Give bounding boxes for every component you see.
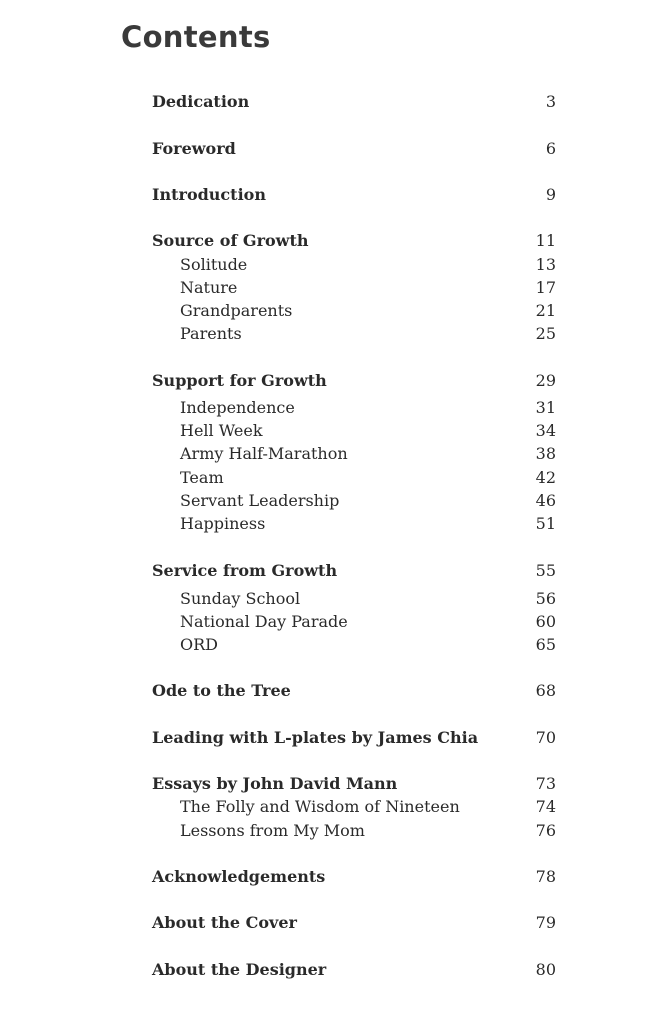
toc-entry-page: 51 [535,514,556,533]
toc-subentry-parents[interactable] [180,323,556,345]
toc-entry-page: 46 [535,491,556,510]
toc-entry-title: About the Designer [152,960,327,979]
toc-entry-page: 38 [535,444,556,463]
toc-entry-page: 60 [535,612,556,631]
toc-entry-page: 73 [535,774,556,793]
toc-entry-page: 11 [535,231,556,250]
toc-entry-acknowledgements[interactable] [152,866,556,888]
toc-entry-title: Nature [180,278,238,297]
toc-subentry-ord[interactable] [180,634,556,656]
toc-subentry-team[interactable] [180,467,556,489]
toc-entry-page: 80 [535,960,556,979]
toc-entry-page: 31 [535,398,556,417]
toc-subentry-hell-week[interactable] [180,420,556,442]
toc-subentry-independence[interactable] [180,397,556,419]
page-title: Contents [121,20,271,54]
toc-entry-ode-to-the-tree[interactable] [152,680,556,702]
toc-entry-title: Hell Week [180,421,263,440]
toc-subentry-servant-leadership[interactable] [180,490,556,512]
toc-entry-page: 70 [535,728,556,747]
toc-entry-leading-with-l-plates[interactable] [152,727,556,749]
toc-subentry-nature[interactable] [180,277,556,299]
toc-entry-title: Independence [180,398,295,417]
toc-entry-page: 55 [535,561,556,580]
toc-entry-page: 17 [535,278,556,297]
toc-entry-title: Acknowledgements [152,867,326,886]
toc-entry-title: Parents [180,324,242,343]
toc-entry-page: 13 [535,255,556,274]
toc-subentry-sunday-school[interactable] [180,588,556,610]
toc-entry-dedication[interactable] [152,91,556,113]
toc-subentry-grandparents[interactable] [180,300,556,322]
toc-entry-page: 21 [535,301,556,320]
toc-entry-title: About the Cover [152,913,297,932]
toc-entry-title: ORD [180,635,218,654]
toc-entry-page: 65 [535,635,556,654]
toc-entry-title: Service from Growth [152,561,338,580]
toc-subentry-folly-and-wisdom[interactable] [180,796,556,818]
toc-entry-page: 76 [535,821,556,840]
toc-entry-page: 9 [545,185,556,204]
toc-subentry-national-day-parade[interactable] [180,611,556,633]
toc-entry-page: 29 [535,371,556,390]
toc-entry-page: 68 [535,681,556,700]
toc-entry-title: Introduction [152,185,266,204]
toc-entry-page: 25 [535,324,556,343]
toc-entry-title: National Day Parade [180,612,348,631]
toc-entry-title: Grandparents [180,301,293,320]
toc-subentry-lessons-from-my-mom[interactable] [180,820,556,842]
toc-entry-title: Servant Leadership [180,491,340,510]
toc-entry-about-the-designer[interactable] [152,959,556,981]
toc-subentry-happiness[interactable] [180,513,556,535]
toc-entry-title: Ode to the Tree [152,681,291,700]
toc-entry-title: The Folly and Wisdom of Nineteen [180,797,460,816]
toc-entry-title: Essays by John David Mann [152,774,398,793]
toc-entry-title: Happiness [180,514,266,533]
toc-entry-page: 6 [545,139,556,158]
toc-entry-page: 78 [535,867,556,886]
toc-entry-page: 42 [535,468,556,487]
toc-entry-title: Foreword [152,139,236,158]
toc-entry-title: Support for Growth [152,371,327,390]
toc-entry-title: Sunday School [180,589,301,608]
toc-entry-page: 79 [535,913,556,932]
toc-entry-introduction[interactable] [152,184,556,206]
toc-entry-essays-by-john-david-mann[interactable] [152,773,556,795]
toc-entry-title: Leading with L-plates by James Chia [152,728,479,747]
toc-entry-title: Army Half-Marathon [180,444,348,463]
toc-entry-title: Lessons from My Mom [180,821,365,840]
toc-entry-title: Source of Growth [152,231,309,250]
toc-subentry-solitude[interactable] [180,254,556,276]
toc-entry-title: Solitude [180,255,248,274]
toc-entry-about-the-cover[interactable] [152,912,556,934]
toc-entry-page: 74 [535,797,556,816]
toc-entry-support-for-growth[interactable] [152,370,556,392]
toc-entry-title: Dedication [152,92,250,111]
toc-entry-foreword[interactable] [152,138,556,160]
toc-entry-page: 34 [535,421,556,440]
toc-entry-title: Team [180,468,224,487]
toc-entry-page: 3 [545,92,556,111]
toc-entry-page: 56 [535,589,556,608]
toc-entry-source-of-growth[interactable] [152,230,556,252]
toc-subentry-army-half-marathon[interactable] [180,443,556,465]
toc-entry-service-from-growth[interactable] [152,560,556,582]
